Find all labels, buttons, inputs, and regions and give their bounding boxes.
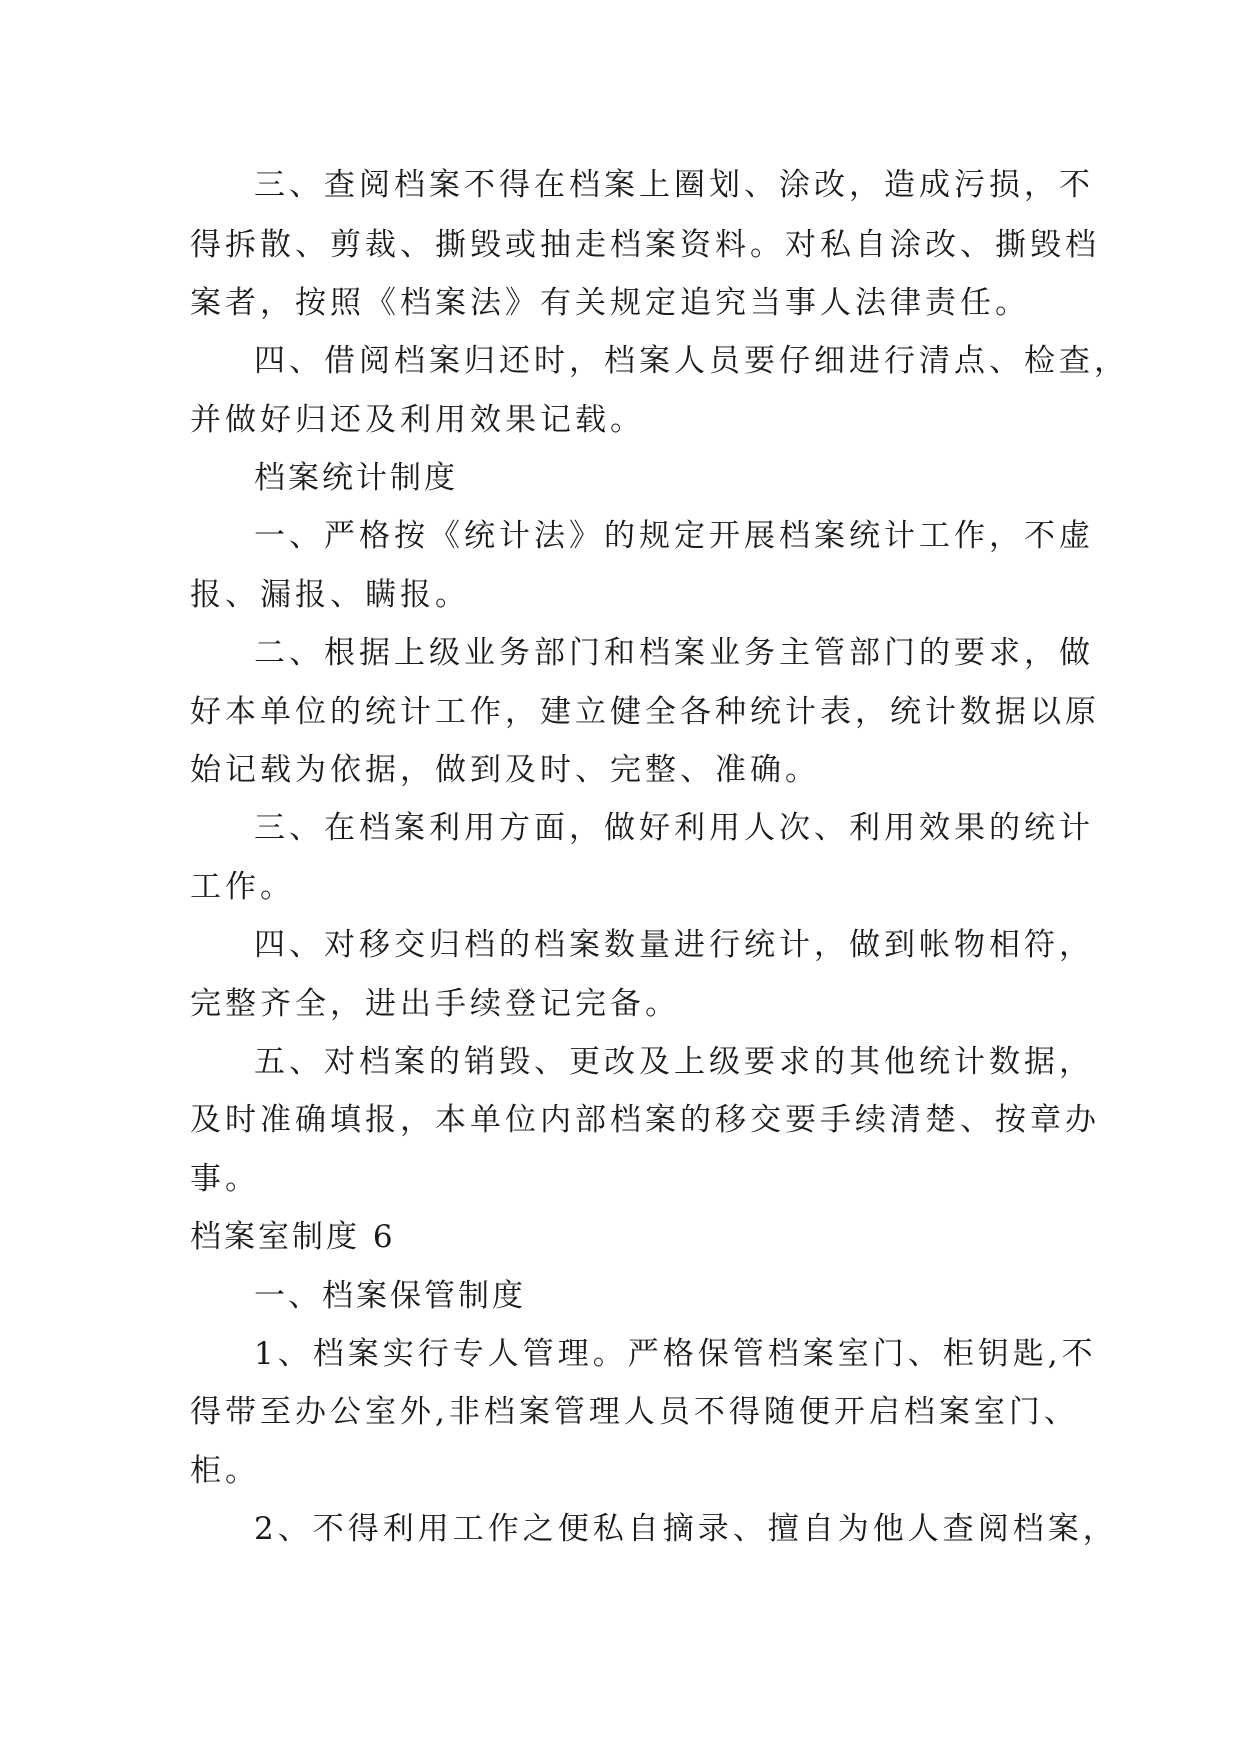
paragraph-line: 工作。 (190, 869, 295, 905)
paragraph-line: 好本单位的统计工作，建立健全各种统计表，统计数据以原 (190, 694, 1100, 730)
paragraph-line: 2、不得利用工作之便私自摘录、擅自为他人查阅档案， (254, 1511, 1118, 1547)
paragraph-line: 事。 (190, 1161, 260, 1197)
paragraph-line: 三、查阅档案不得在档案上圈划、涂改，造成污损，不 (254, 167, 1094, 203)
paragraph-line: 报、漏报、瞒报。 (190, 577, 470, 613)
paragraph-line: 四、借阅档案归还时，档案人员要仔细进行清点、检查， (254, 343, 1129, 379)
paragraph-line: 柜。 (190, 1453, 260, 1489)
paragraph-line: 一、严格按《统计法》的规定开展档案统计工作，不虚 (254, 518, 1094, 554)
paragraph-line: 始记载为依据，做到及时、完整、准确。 (190, 752, 820, 788)
paragraph-line: 二、根据上级业务部门和档案业务主管部门的要求，做 (254, 635, 1094, 671)
document-title: 档案室制度 6 (190, 1219, 396, 1255)
paragraph-line: 五、对档案的销毁、更改及上级要求的其他统计数据， (254, 1044, 1094, 1080)
paragraph-line: 并做好归还及利用效果记载。 (190, 402, 645, 438)
paragraph-line: 案者，按照《档案法》有关规定追究当事人法律责任。 (190, 285, 1030, 321)
paragraph-line: 四、对移交归档的档案数量进行统计，做到帐物相符， (254, 927, 1094, 963)
paragraph-line: 完整齐全，进出手续登记完备。 (190, 986, 680, 1022)
paragraph-line: 得带至办公室外,非档案管理人员不得随便开启档案室门、 (190, 1394, 1079, 1430)
paragraph-line: 1、档案实行专人管理。严格保管档案室门、柜钥匙,不 (254, 1336, 1097, 1372)
paragraph-line: 得拆散、剪裁、撕毁或抽走档案资料。对私自涂改、撕毁档 (190, 227, 1100, 263)
section-heading: 档案统计制度 (254, 460, 458, 496)
paragraph-line: 三、在档案利用方面，做好利用人次、利用效果的统计 (254, 810, 1094, 846)
paragraph-line: 及时准确填报，本单位内部档案的移交要手续清楚、按章办 (190, 1102, 1100, 1138)
section-heading: 一、档案保管制度 (254, 1278, 526, 1314)
